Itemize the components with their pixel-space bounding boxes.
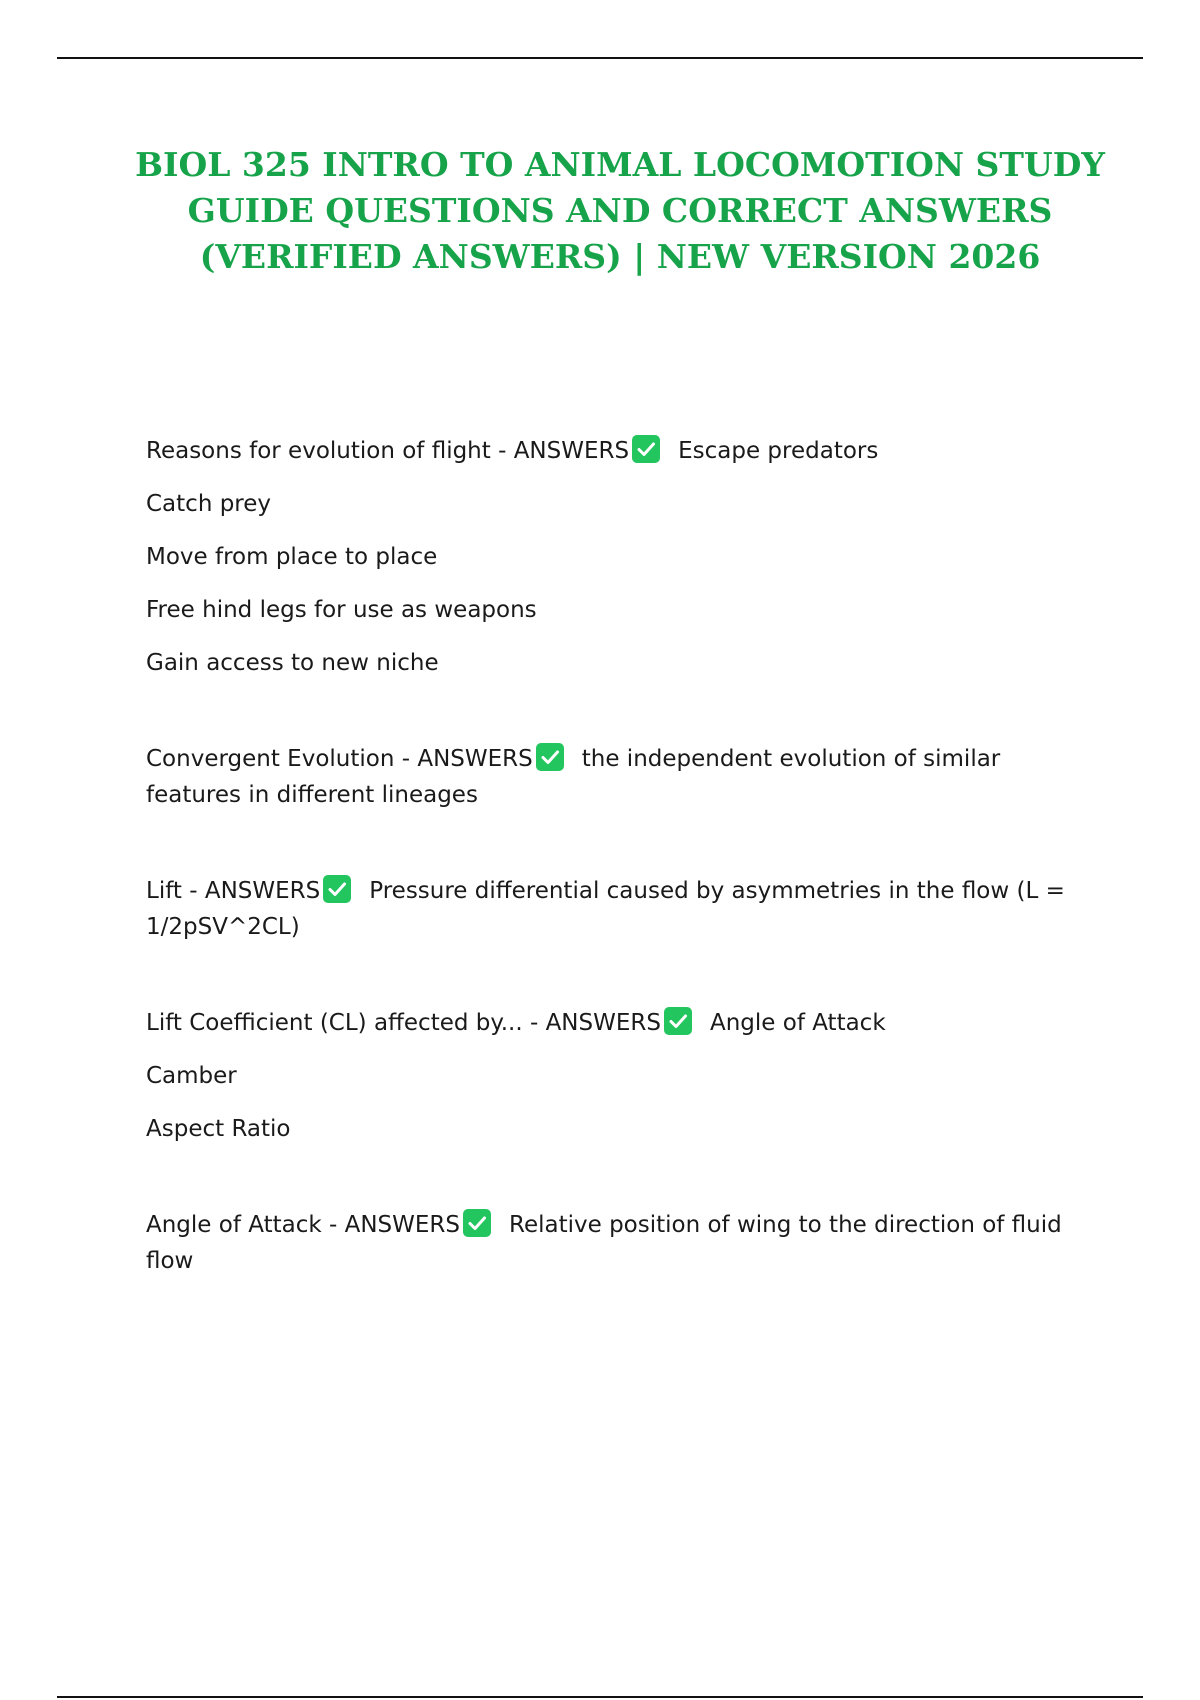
green-checkmark-icon — [536, 743, 564, 771]
qa-entry — [146, 741, 1076, 813]
answer-list-item: Camber — [146, 1063, 237, 1089]
answer-list-item: Free hind legs for use as weapons — [146, 597, 537, 623]
bottom-rule — [57, 1696, 1143, 1698]
answer-text: Escape predators — [678, 438, 879, 464]
answer-list-item: Gain access to new niche — [146, 650, 439, 676]
title-line: BIOL 325 INTRO TO ANIMAL LOCOMOTION STUDY — [135, 145, 1105, 184]
question-text: Reasons for evolution of flight — [146, 438, 491, 464]
qa-entry — [146, 1005, 1076, 1147]
qa-line: Convergent Evolution - ANSWERS the independent evolution of similar features in different lineages — [146, 741, 1076, 813]
answer-text: Angle of Attack — [709, 1010, 886, 1036]
answers-marker: ANSWERS — [545, 1010, 661, 1036]
green-checkmark-icon — [632, 435, 660, 463]
question-text: Convergent Evolution — [146, 746, 395, 772]
answers-marker: ANSWERS — [204, 878, 321, 904]
question-text: Angle of Attack — [146, 1212, 322, 1238]
answers-marker: ANSWERS — [344, 1212, 460, 1238]
answers-marker: ANSWERS — [513, 438, 630, 464]
title-line: (VERIFIED ANSWERS) | NEW VERSION 2026 — [199, 237, 1041, 276]
answer-list-item: Catch prey — [146, 491, 272, 517]
qa-line: Lift Coefficient (CL) affected by... - ANSWERS Angle of Attack — [146, 1005, 1076, 1041]
qa-line: Angle of Attack - ANSWERS Relative position of wing to the direction of fluid flow — [146, 1207, 1076, 1279]
title-line: GUIDE QUESTIONS AND CORRECT ANSWERS — [187, 191, 1053, 230]
qa-line: Reasons for evolution of flight - ANSWERS Escape predators — [146, 433, 1076, 469]
answer-text: the independent evolution of similar features in different lineages — [146, 746, 1001, 808]
green-checkmark-icon — [463, 1209, 491, 1237]
qa-line: Lift - ANSWERS Pressure differential caused by asymmetries in the flow (L = 1/2pSV^2CL) — [146, 873, 1076, 945]
top-rule — [57, 57, 1143, 59]
answer-list-item: Aspect Ratio — [146, 1116, 291, 1142]
question-text: Lift Coefficient (CL) affected by... — [146, 1010, 523, 1036]
document-title — [130, 142, 1110, 280]
answers-marker: ANSWERS — [417, 746, 533, 772]
green-checkmark-icon — [664, 1007, 692, 1035]
qa-entry — [146, 873, 1076, 945]
answer-text: Relative position of wing to the direction of fluid flow — [146, 1212, 1062, 1274]
qa-entry — [146, 433, 1076, 681]
qa-list — [146, 433, 1076, 1279]
question-text: Lift — [146, 878, 182, 904]
answer-text: Pressure differential caused by asymmetries in the flow (L = 1/2pSV^2CL) — [146, 878, 1065, 940]
qa-entry — [146, 1207, 1076, 1279]
green-checkmark-icon — [323, 875, 351, 903]
answer-list-item: Move from place to place — [146, 544, 438, 570]
